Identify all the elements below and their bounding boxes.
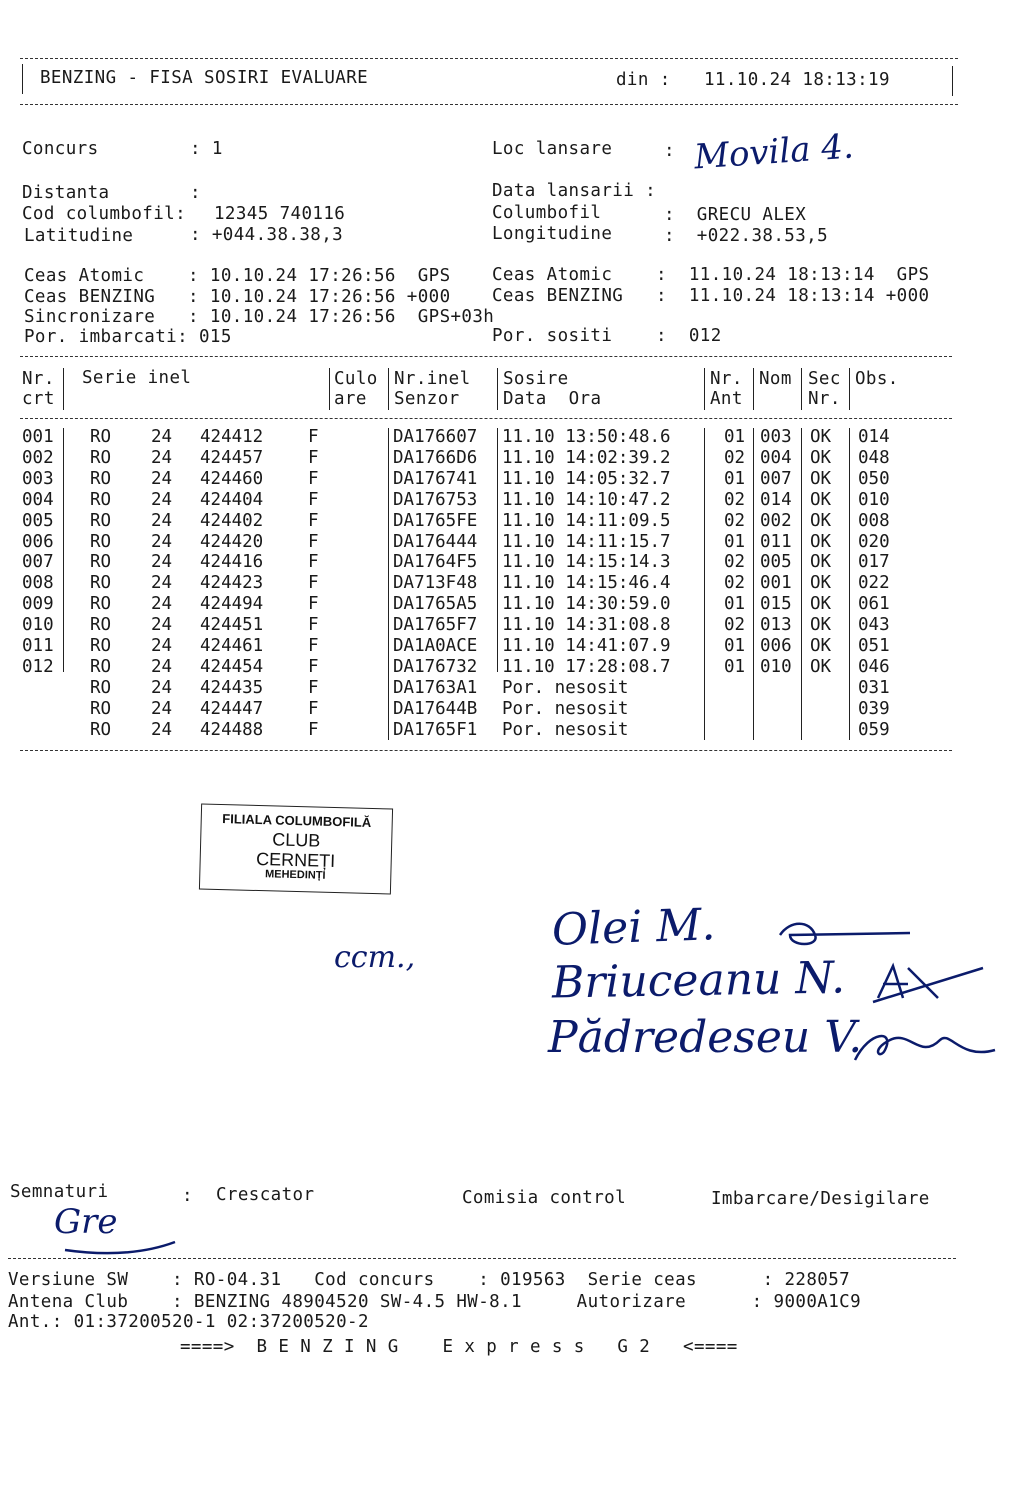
row-sex: F [308,489,319,510]
concurs-label: Concurs [22,139,99,159]
row-arrival: 11.10 14:02:39.2 [502,447,671,468]
row-nom: 011 [760,531,792,552]
col-sec-bottom: Nr. [808,389,841,409]
row-nom: 001 [760,573,792,594]
row-arrival: 11.10 14:31:08.8 [502,615,671,636]
loc-lansare-label: Loc lansare [492,139,613,159]
semnaturi-colon: : [182,1186,193,1206]
row-nom: 014 [760,489,792,510]
ceas-benzing-end: Ceas BENZING : 11.10.24 18:13:14 +000 [492,286,930,306]
row-nom: 006 [760,636,792,656]
columbofil-label: Columbofil [492,203,602,223]
col-ant-top: Nr. [710,369,743,389]
hdr-bar-4 [497,368,498,410]
latitudine-value: : +044.38.38,3 [190,225,344,245]
footer-line-1: Versiune SW : RO-04.31 Cod concurs : 019563 Serie ceas : 228057 [8,1270,851,1290]
ceas-atomic-start: Ceas Atomic : 10.10.24 17:26:56 GPS [24,266,451,286]
row-country: RO [90,656,112,677]
body-bar-2 [388,428,389,740]
header-left-bar [22,64,23,94]
row-ring: 424412 [200,427,264,447]
row-year: 24 [151,510,173,531]
stamp-line-1: FILIALA COLUMBOFILĂ [222,811,372,830]
table-header-rule [20,418,952,419]
hdr-bar-2 [329,368,330,410]
row-country: RO [90,698,112,719]
row-crt: 006 [22,531,54,552]
row-country: RO [90,510,112,531]
row-sex: F [308,531,319,552]
porumbei-sositi: Por. sositi : 012 [492,326,722,346]
row-sec: OK [810,573,832,594]
row-ring: 424435 [200,677,264,698]
row-arrival: 11.10 14:30:59.0 [502,594,671,615]
row-sex: F [308,510,319,531]
row-country: RO [90,531,112,552]
row-year: 24 [151,698,173,719]
row-year: 24 [151,447,173,468]
row-ant: 01 [724,594,746,615]
row-obs: 031 [858,677,890,698]
row-year: 24 [151,468,173,489]
table-top-rule [20,356,952,357]
stamp-line-4: MEHEDINȚI [264,868,326,882]
row-year: 24 [151,636,173,656]
columbofil-value: : GRECU ALEX [664,205,807,225]
row-ring: 424460 [200,468,264,489]
row-country: RO [90,489,112,510]
row-country: RO [90,468,112,489]
row-nom: 005 [760,552,792,573]
longitudine-label: Longitudine [492,224,613,244]
row-ant: 02 [724,573,746,594]
row-year: 24 [151,489,173,510]
row-ring: 424416 [200,552,264,573]
row-ring: 424451 [200,615,264,636]
club-stamp [199,804,393,895]
body-bar-7 [849,428,850,740]
row-ring: 424457 [200,447,264,468]
row-ant: 02 [724,552,746,573]
row-sex: F [308,573,319,594]
row-sex: F [308,615,319,636]
row-country: RO [90,594,112,615]
row-crt: 009 [22,594,54,615]
col-nrinel-bottom: Senzor [394,389,460,409]
row-arrival: 11.10 17:28:08.7 [502,656,671,677]
hdr-bar-5 [704,368,705,410]
row-sex: F [308,656,319,677]
col-nom: Nom [759,369,792,389]
row-sensor: DA176753 [393,489,478,510]
row-arrival: 11.10 14:15:14.3 [502,552,671,573]
row-sex: F [308,552,319,573]
distanta-label: Distanta [22,183,110,203]
row-ant: 01 [724,531,746,552]
handwritten-name-3: Pădredeseu V. [548,1012,863,1063]
row-nom: 002 [760,510,792,531]
row-ring: 424488 [200,719,264,740]
row-year: 24 [151,677,173,698]
body-bar-6 [801,428,802,740]
hdr-bar-6 [753,368,754,410]
handwritten-name-2: Briuceanu N. [551,952,846,1009]
ceas-atomic-end: Ceas Atomic : 11.10.24 18:13:14 GPS [492,265,930,285]
row-crt: 003 [22,468,54,489]
row-sensor: DA1765A5 [393,594,478,615]
table-bottom-rule [20,750,952,751]
row-obs: 010 [858,489,890,510]
row-sensor: DA176607 [393,427,478,447]
row-nom: 013 [760,615,792,636]
row-year: 24 [151,531,173,552]
row-sec: OK [810,510,832,531]
row-year: 24 [151,552,173,573]
row-arrival: Por. nesosit [502,677,629,698]
row-year: 24 [151,719,173,740]
signature-scribble-2 [868,958,988,1008]
row-sensor: DA1763A1 [393,677,478,698]
row-crt: 005 [22,510,54,531]
row-country: RO [90,719,112,740]
row-crt: 007 [22,552,54,573]
row-obs: 017 [858,552,890,573]
row-ant: 02 [724,510,746,531]
row-sensor: DA1764F5 [393,552,478,573]
row-sensor: DA1766D6 [393,447,478,468]
footer-line-4: ====> B E N Z I N G E x p r e s s G 2 <==== [180,1337,738,1357]
cod-columbofil-value: 12345 740116 [214,204,346,224]
row-arrival: 11.10 14:05:32.7 [502,468,671,489]
row-crt: 004 [22,489,54,510]
row-obs: 051 [858,636,890,656]
row-ant: 02 [724,489,746,510]
col-culoare-bottom: are [334,389,367,409]
comisia-label: Comisia control [462,1188,627,1208]
row-sec: OK [810,594,832,615]
row-sex: F [308,594,319,615]
sincronizare: Sincronizare : 10.10.24 17:26:56 GPS+03h [24,307,495,327]
row-country: RO [90,447,112,468]
concurs-value: : 1 [190,139,223,159]
body-bar-5 [753,428,754,740]
cod-columbofil-label: Cod columbofil: [22,204,187,224]
row-crt: 002 [22,447,54,468]
footer-rule [8,1258,956,1259]
row-sec: OK [810,531,832,552]
row-year: 24 [151,427,173,447]
row-sensor: DA713F48 [393,573,478,594]
crescator-label: Crescator [216,1185,315,1205]
row-country: RO [90,615,112,636]
longitudine-value: : +022.38.53,5 [664,226,829,246]
row-nom: 010 [760,656,792,677]
row-obs: 014 [858,427,890,447]
hdr-bar-8 [849,368,850,410]
col-serie: Serie inel [82,368,192,388]
row-country: RO [90,427,112,447]
row-ring: 424423 [200,573,264,594]
data-lansarii-label: Data lansarii : [492,181,657,201]
loc-lansare-colon: : [664,141,675,161]
row-year: 24 [151,615,173,636]
row-sensor: DA176444 [393,531,478,552]
col-nr-bottom: crt [22,389,55,409]
col-ant-bottom: Ant [710,389,743,409]
col-nrinel-top: Nr.inel [394,369,471,389]
row-sensor: DA176732 [393,656,478,677]
porumbei-imbarcati: Por. imbarcati: 015 [24,327,232,347]
row-ring: 424454 [200,656,264,677]
row-country: RO [90,552,112,573]
loc-lansare-handwritten: Movila 4. [692,126,855,178]
row-ant: 01 [724,656,746,677]
hdr-bar-3 [388,368,389,410]
signature-scribble-3 [850,1020,1000,1070]
footer-line-2: Antena Club : BENZING 48904520 SW-4.5 HW-8.1 Autorizare : 9000A1C9 [8,1292,861,1312]
row-sex: F [308,698,319,719]
row-obs: 008 [858,510,890,531]
row-sensor: DA1A0ACE [393,636,478,656]
row-sec: OK [810,489,832,510]
row-ring: 424494 [200,594,264,615]
row-nom: 003 [760,427,792,447]
row-year: 24 [151,573,173,594]
document-title: BENZING - FISA SOSIRI EVALUARE [40,68,369,88]
row-arrival: 11.10 14:11:09.5 [502,510,671,531]
date-label: din : [616,70,671,90]
row-crt: 001 [22,427,54,447]
row-crt: 012 [22,656,54,677]
body-bar-4 [704,428,705,740]
handwritten-ccm: ccm., [334,940,416,975]
row-sensor: DA1765FE [393,510,478,531]
crescator-signature: Gre [54,1202,118,1242]
row-country: RO [90,573,112,594]
row-sex: F [308,468,319,489]
row-obs: 061 [858,594,890,615]
row-sec: OK [810,552,832,573]
row-sensor: DA1765F7 [393,615,478,636]
row-obs: 020 [858,531,890,552]
row-ring: 424447 [200,698,264,719]
row-sensor: DA17644B [393,698,478,719]
row-country: RO [90,636,112,656]
row-nom: 007 [760,468,792,489]
col-culoare-top: Culo [334,369,378,389]
row-crt: 011 [22,636,54,656]
distanta-value: : [190,183,201,203]
col-obs: Obs. [855,369,899,389]
col-sec-top: Sec [808,369,841,389]
row-sec: OK [810,656,832,677]
row-obs: 039 [858,698,890,719]
col-sosire-bottom: Data Ora [503,389,602,409]
row-arrival: 11.10 14:41:07.9 [502,636,671,656]
row-ant: 01 [724,636,746,656]
row-arrival: 11.10 14:10:47.2 [502,489,671,510]
row-ring: 424404 [200,489,264,510]
row-year: 24 [151,656,173,677]
signature-scribble-1 [770,915,920,955]
row-obs: 022 [858,573,890,594]
header-top-rule [20,58,958,59]
row-sex: F [308,427,319,447]
row-ring: 424461 [200,636,264,656]
row-sex: F [308,447,319,468]
row-ring: 424420 [200,531,264,552]
row-obs: 050 [858,468,890,489]
header-right-bar [952,66,953,96]
row-sec: OK [810,447,832,468]
stamp-line-3: CERNEȚI [255,848,336,872]
row-sex: F [308,636,319,656]
row-obs: 048 [858,447,890,468]
row-ant: 01 [724,468,746,489]
row-sec: OK [810,615,832,636]
row-arrival: 11.10 14:15:46.4 [502,573,671,594]
crescator-signature-stroke [60,1230,180,1260]
row-sec: OK [810,636,832,656]
row-arrival: 11.10 14:11:15.7 [502,531,671,552]
latitudine-label: Latitudine [24,226,134,246]
row-arrival: Por. nesosit [502,719,629,740]
hdr-bar-1 [63,368,64,410]
imbarcare-label: Imbarcare/Desigilare [711,1189,930,1209]
row-ant: 02 [724,615,746,636]
row-sec: OK [810,427,832,447]
row-arrival: 11.10 13:50:48.6 [502,427,671,447]
row-sensor: DA1765F1 [393,719,478,740]
row-obs: 046 [858,656,890,677]
row-sensor: DA176741 [393,468,478,489]
ceas-benzing-start: Ceas BENZING : 10.10.24 17:26:56 +000 [24,287,451,307]
row-crt: 010 [22,615,54,636]
row-nom: 004 [760,447,792,468]
row-ant: 02 [724,447,746,468]
stamp-line-2: CLUB [271,829,321,851]
row-crt: 008 [22,573,54,594]
handwritten-name-1: Olei M. [551,899,717,956]
row-sec: OK [810,468,832,489]
body-bar-3 [497,428,498,672]
footer-line-3: Ant.: 01:37200520-1 02:37200520-2 [8,1312,369,1332]
body-bar-1 [63,428,64,672]
date-value: 11.10.24 18:13:19 [704,70,890,90]
col-nr-top: Nr. [22,369,55,389]
row-obs: 043 [858,615,890,636]
row-year: 24 [151,594,173,615]
row-country: RO [90,677,112,698]
row-ant: 01 [724,427,746,447]
hdr-bar-7 [801,368,802,410]
row-obs: 059 [858,719,890,740]
row-sex: F [308,719,319,740]
col-sosire-top: Sosire [503,369,569,389]
row-sex: F [308,677,319,698]
row-ring: 424402 [200,510,264,531]
row-nom: 015 [760,594,792,615]
row-arrival: Por. nesosit [502,698,629,719]
header-bottom-rule [20,104,958,105]
semnaturi-label: Semnaturi [10,1182,109,1202]
